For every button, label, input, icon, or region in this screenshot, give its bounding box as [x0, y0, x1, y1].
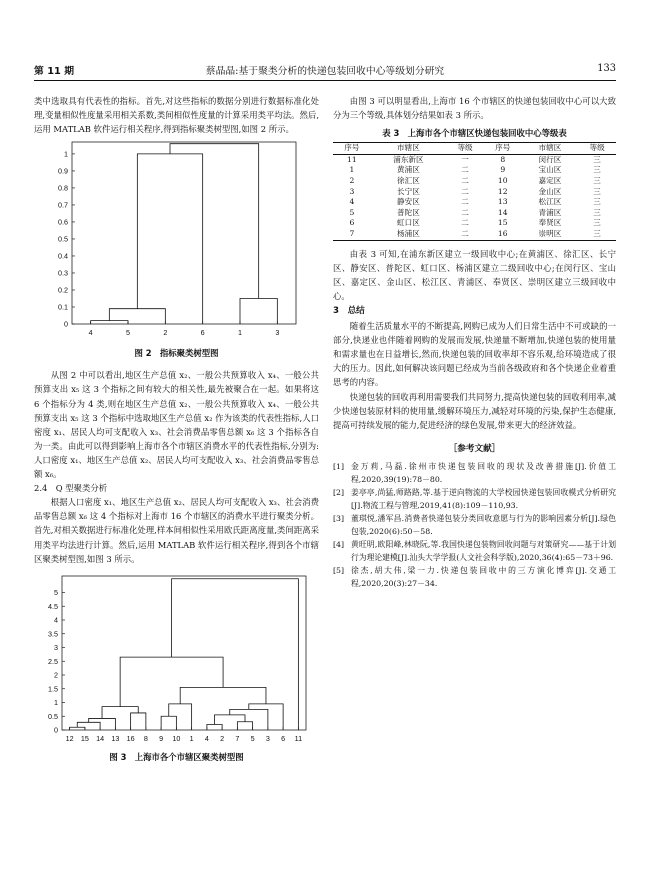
table-cell: 2	[349, 176, 355, 186]
table-cell: 二	[461, 176, 469, 186]
x-tick-label: 7	[235, 733, 240, 743]
dendrogram-link	[137, 154, 202, 324]
x-tick-label: 14	[96, 733, 105, 743]
reference-item	[333, 512, 616, 538]
table-cell: 10	[497, 176, 508, 186]
figure-2-caption: 图 2 指标聚类树型图	[134, 348, 219, 359]
y-tick-label: 0.1	[58, 302, 68, 312]
right-paragraph-2: 由表 3 可知,在浦东新区建立一级回收中心;在黄浦区、徐汇区、长宁区、静安区、普陀区、虹口区、杨浦区建立二级回收中心;在闵行区、宝山区、嘉定区、金山区、松江区、青浦区、奉贤区、崇明区建立三级回收中心。	[333, 248, 616, 301]
dendrogram-link	[230, 709, 268, 730]
y-tick-label: 0	[54, 725, 58, 735]
table-cell: 7	[333, 229, 371, 240]
reference-text: 姜亭亭,尚猛,师路路,等.基于逆向物流的大学校园快递包装回收模式分析研究[J].物流工程与管理,2019,41(8):109－110,93.	[351, 487, 616, 510]
table-cell: 13	[497, 197, 508, 207]
y-tick-label: 4	[54, 615, 58, 625]
x-tick-label: 12	[65, 733, 74, 743]
table-row	[333, 208, 616, 219]
reference-text: 徐杰,胡大伟,梁一力.快递包装回收中的三方演化博弈[J].交通工程,2020,20(3):27－34.	[351, 565, 616, 588]
page-number: 133	[597, 63, 616, 74]
reference-number: [2]	[333, 487, 345, 497]
reference-number: [4]	[333, 539, 345, 549]
y-tick-label: 4.5	[48, 601, 58, 611]
y-tick-label: 2	[54, 670, 58, 680]
running-title: 蔡晶晶:基于聚类分析的快递包装回收中心等级划分研究	[205, 66, 445, 77]
right-column	[333, 94, 616, 590]
left-paragraph-1: 类中选取具有代表性的指标。首先,对这些指标的数据分别进行数据标准化处理,变量相似性度量采用相关系数,类间相似性度量的计算采用类平均法。然后,运用 MATLAB 软件运行相关程序,得到指标聚类树型图,如图 2 所示。	[34, 96, 319, 135]
table-cell: 5	[349, 207, 355, 217]
table-cell: 三	[593, 154, 601, 164]
y-tick-label: 3	[54, 642, 58, 652]
x-tick-label: 9	[159, 733, 164, 743]
x-tick-label: 4	[204, 733, 209, 743]
table-cell: 青浦区	[538, 207, 562, 217]
right-paragraph-3: 随着生活质量水平的不断提高,网购已成为人们日常生活中不可或缺的一部分,快递业也伴随着网购的发展而发展,快递量不断增加,快递包装的使用量和需求量也在日益增长,然而,快递包装的回收率却不容乐观,给环境造成了很大的压力。因此,如何解决该问题已经成为当前各级政府和各个快递企业着重思考的内容。	[333, 321, 616, 388]
x-tick-label: 16	[126, 733, 135, 743]
table-cell: 12	[497, 186, 508, 196]
table-cell: 虹口区	[397, 218, 420, 228]
x-tick-label: 10	[172, 733, 181, 743]
table-cell: 宝山区	[538, 165, 562, 175]
table-cell: 6	[349, 218, 355, 228]
table-header-cell: 等级	[446, 143, 484, 155]
dendrogram-link	[237, 721, 252, 729]
references-title: ［参考文献］	[448, 443, 501, 454]
x-tick-label: 15	[80, 733, 89, 743]
reference-number: [1]	[333, 461, 345, 471]
table-cell: 二	[461, 197, 469, 207]
table-cell: 3	[349, 186, 355, 196]
x-tick-label: 2	[220, 733, 225, 743]
y-tick-label: 0.2	[58, 285, 68, 295]
table-cell: 11	[347, 154, 357, 164]
table-cell: 三	[593, 207, 601, 217]
dendrogram-link	[170, 144, 259, 299]
figure-2-dendrogram	[34, 136, 319, 344]
y-tick-label: 3.5	[48, 628, 58, 638]
table-cell: 杨浦区	[371, 229, 446, 240]
x-tick-label: 8	[143, 733, 148, 743]
table-cell: 4	[349, 197, 355, 207]
table-row	[333, 218, 616, 229]
x-tick-label: 3	[265, 733, 270, 743]
y-tick-label: 0.9	[58, 166, 68, 176]
section-3-heading: 3 总结	[333, 306, 365, 316]
table-header-cell: 序号	[333, 143, 371, 155]
table-cell: 二	[461, 218, 469, 228]
x-tick-label: 4	[88, 328, 93, 338]
y-tick-label: 0.8	[58, 183, 68, 193]
x-tick-label: 13	[111, 733, 120, 743]
y-tick-label: 0.6	[58, 217, 68, 227]
y-tick-label: 0.7	[58, 200, 68, 210]
dendrogram-link	[131, 713, 146, 730]
table-cell: 奉贤区	[538, 218, 562, 228]
table-cell: 黄浦区	[397, 165, 420, 175]
table-cell: 二	[446, 229, 484, 240]
table-cell: 三	[593, 176, 601, 186]
x-tick-label: 3	[275, 328, 280, 338]
plot-frame	[72, 142, 296, 324]
dendrogram-link	[161, 716, 176, 730]
y-tick-label: 0.4	[58, 251, 68, 261]
x-tick-label: 5	[126, 328, 130, 338]
x-tick-label: 11	[294, 733, 303, 743]
dendrogram-link	[180, 687, 266, 704]
table-body	[333, 154, 616, 240]
left-paragraph-3: 根据人口密度 x₁、地区生产总值 x₂、居民人均可支配收入 x₃、社会消费品零售总额 x₆ 这 4 个指标对上海市 16 个市辖区的消费水平进行聚类分析。首先,对相关数据进行标准化处理,样本间相似性采用欧氏距离度量,类间距离采用类平均法进行计算。然后,运用 MATLAB 软件运行相关程序,得到各个市辖区聚类树型图,如图 3 所示。	[34, 497, 319, 564]
table-cell: 松江区	[538, 197, 562, 207]
table-cell: 普陀区	[397, 207, 420, 217]
y-tick-label: 1	[54, 697, 58, 707]
reference-number: [5]	[333, 565, 345, 575]
reference-text: 金万莉,马磊.徐州市快递包装回收的现状及改善措施[J].价值工程,2020,39(19):78－80.	[351, 461, 616, 484]
x-tick-label: 6	[281, 733, 286, 743]
figure-3-dendrogram	[34, 570, 319, 750]
table-row	[333, 229, 616, 240]
table-cell: 浦东新区	[393, 154, 424, 164]
table-row	[333, 176, 616, 187]
table-cell: 三	[593, 165, 601, 175]
section-2-4-heading: 2.4 Q 型聚类分析	[34, 483, 108, 494]
y-tick-label: 0.5	[58, 234, 68, 244]
reference-text: 董琪悦,潘军昌.消费者快递包装分类回收意愿与行为的影响因素分析[J].绿色包装,2020(6):50－58.	[351, 513, 616, 536]
table-cell: 徐汇区	[397, 176, 420, 186]
table-cell: 15	[497, 218, 508, 228]
x-tick-label: 1	[238, 328, 242, 338]
table-row	[333, 165, 616, 176]
table-header-row	[333, 143, 616, 155]
table-cell: 9	[500, 165, 506, 175]
table-header-cell: 序号	[484, 143, 522, 155]
reference-item	[333, 460, 616, 486]
y-tick-label: 5	[54, 587, 58, 597]
table-cell: 1	[349, 165, 355, 175]
x-tick-label: 5	[250, 733, 255, 743]
table-cell: 二	[461, 207, 469, 217]
dendrogram-link	[77, 722, 100, 730]
dendrogram-link	[169, 704, 192, 730]
table-cell: 嘉定区	[538, 176, 562, 186]
table-row	[333, 154, 616, 165]
x-tick-label: 6	[200, 328, 205, 338]
table-row	[333, 187, 616, 198]
y-tick-label: 1.5	[48, 683, 58, 693]
table-header-cell: 等级	[578, 143, 616, 155]
reference-item	[333, 486, 616, 512]
left-paragraph-2: 从图 2 中可以看出,地区生产总值 x₂、一般公共预算收入 x₄、一般公共预算支出 x₅ 这 3 个指标之间有较大的相关性,最先被聚合在一起。如果将这 6 个指标分为 4 类,则在地区生产总值 x₂、一般公共预算收入 x₄、一般公共预算支出 x₅ 这 3 个指标中选取地区生产总值 x₂ 作为该类的代表性指标,人口密度 x₁、居民人均可支配收入 x₃、社会消费品零售总额 x₆ 这 3 个指标各自为一类。由此可以得到影响上海市各个市辖区消费水平的代表性指标,分别为:人口密度 x₁、地区生产总值 x₂、居民人均可支配收入 x₃、社会消费品零售总额 x₆。	[34, 370, 319, 480]
table-3-caption: 表 3 上海市各个市辖区快递包装回收中心等级表	[382, 128, 567, 139]
table-cell: 静安区	[397, 197, 420, 207]
dendrogram-link	[109, 309, 165, 324]
dendrogram-link	[89, 718, 116, 730]
table-cell: 三	[593, 197, 601, 207]
dendrogram-link	[120, 657, 223, 707]
reference-item	[333, 564, 616, 590]
y-tick-label: 0.5	[48, 711, 58, 721]
dendrogram-link	[207, 724, 222, 730]
reference-item	[333, 538, 616, 564]
right-paragraph-1: 由图 3 可以明显看出,上海市 16 个市辖区的快递包装回收中心可以大致分为三个等级,具体划分结果如表 3 所示。	[333, 96, 616, 121]
table-cell: 二	[461, 186, 469, 196]
table-cell: 8	[500, 154, 506, 164]
table-cell: 金山区	[538, 186, 562, 196]
table-cell: 崇明区	[522, 229, 579, 240]
table-cell: 长宁区	[397, 186, 420, 196]
dendrogram-link	[215, 715, 246, 725]
y-tick-label: 0	[64, 319, 68, 329]
dendrogram-link	[91, 321, 128, 324]
table-cell: 16	[484, 229, 522, 240]
y-tick-label: 2.5	[48, 656, 58, 666]
table-cell: 闵行区	[538, 154, 562, 164]
figure-3-caption: 图 3 上海市各个市辖区聚类树型图	[109, 751, 244, 762]
table-cell: 三	[578, 229, 616, 240]
right-paragraph-4: 快递包装的回收再利用需要我们共同努力,提高快递包装的回收利用率,减少快递包装原材料的使用量,缓解环境压力,减轻对环境的污染,保护生态健康,提高可持续发展的能力,促进经济的绿色发展,带来更大的经济效益。	[333, 391, 616, 430]
table-row	[333, 197, 616, 208]
x-tick-label: 1	[189, 733, 194, 743]
left-column	[34, 94, 319, 764]
table-cell: 14	[497, 207, 508, 217]
dendrogram-link	[172, 578, 299, 729]
dendrogram-link	[249, 704, 283, 730]
x-tick-label: 2	[163, 328, 168, 338]
reference-text: 黄旺明,欧阳峰,林晓阮,等.我国快递包装物回收问题与对策研究——基于计划行为理论建模[J].汕头大学学报(人文社会科学版),2020,36(4):65－73＋96.	[351, 539, 616, 562]
dendrogram-link	[102, 706, 138, 718]
table-header-cell: 市辖区	[371, 143, 446, 155]
issue-number: 第 11 期	[34, 66, 75, 77]
table-cell: 二	[461, 165, 469, 175]
table-3	[333, 142, 616, 240]
y-tick-label: 0.3	[58, 268, 68, 278]
table-cell: 三	[593, 218, 601, 228]
table-cell: 三	[593, 186, 601, 196]
table-cell: 一	[461, 154, 469, 164]
reference-number: [3]	[333, 513, 345, 523]
table-header-cell: 市辖区	[522, 143, 579, 155]
dendrogram-link	[240, 299, 277, 325]
y-tick-label: 1	[64, 149, 68, 159]
dendrogram-link	[70, 727, 85, 730]
plot-frame	[62, 576, 306, 730]
running-header	[34, 62, 616, 81]
references-list	[333, 460, 616, 590]
